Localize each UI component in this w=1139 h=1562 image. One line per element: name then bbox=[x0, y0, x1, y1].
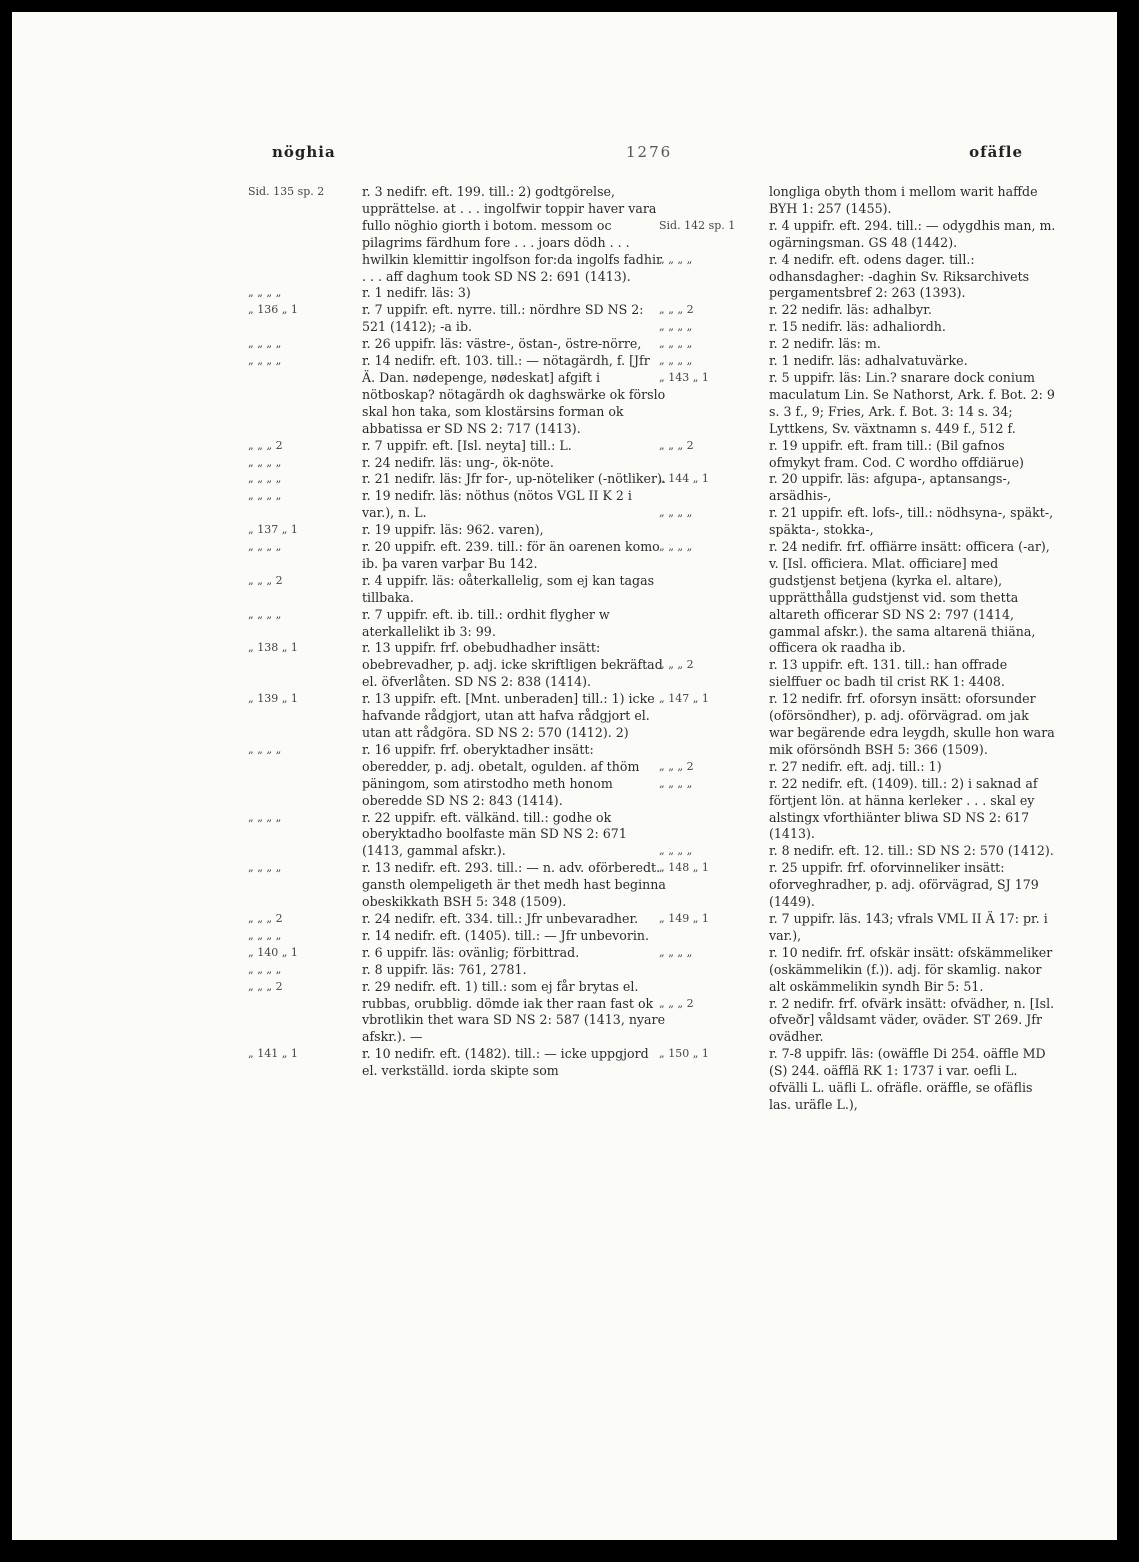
entry-text: r. 6 uppifr. läs: ovänlig; förbittrad. bbox=[362, 944, 580, 960]
entry-text: r. 3 nedifr. eft. 199. till.: 2) godtgörelse, upprättelse. at . . . ingolfwir toppir haver vara fullo nöghio giorth i botom. messom oc pilagrims färdhum fore . . . joars dödh . . . hwilkin klemittir ingolfson for:da ingolfs fadhir . . . aff daghum took SD NS 2: 691 (1413). bbox=[362, 184, 663, 284]
entry-text: r. 1 nedifr. läs: 3) bbox=[362, 285, 471, 301]
correction-entry bbox=[248, 945, 666, 962]
correction-entry bbox=[659, 539, 1057, 657]
correction-entry bbox=[659, 184, 1057, 218]
entry-reference: „ 149 „ 1 bbox=[659, 911, 709, 925]
correction-entry bbox=[248, 285, 666, 302]
entry-reference: „ 137 „ 1 bbox=[248, 523, 298, 537]
entry-reference: „ „ „ „ bbox=[248, 861, 282, 875]
entry-text: r. 27 nedifr. eft. adj. till.: 1) bbox=[769, 758, 942, 774]
correction-entry bbox=[248, 640, 666, 691]
entry-reference: „ „ „ 2 bbox=[659, 658, 694, 672]
entry-reference: „ „ „ 2 bbox=[659, 759, 694, 773]
entry-text: r. 24 nedifr. eft. 334. till.: Jfr unbevaradher. bbox=[362, 910, 639, 926]
correction-entry bbox=[659, 1046, 1057, 1114]
correction-entry bbox=[659, 657, 1057, 691]
entry-reference: „ „ „ „ bbox=[659, 844, 693, 858]
entry-reference: „ „ „ „ bbox=[248, 928, 282, 942]
entry-text: r. 13 uppifr. eft. [Mnt. unberaden] till.: 1) icke hafvande rådgjort, utan att hafva rådgjort el. utan att rådgöra. SD NS 2: 570 (1412). 2) bbox=[362, 691, 655, 740]
entry-reference: „ „ „ „ bbox=[659, 945, 693, 959]
entry-text: r. 10 nedifr. frf. ofskär insätt: ofskämmeliker (oskämmelikin (f.)). adj. för skamlig. nakor alt oskämmelikin syndh Bir 5: 51. bbox=[769, 944, 1053, 994]
correction-entry bbox=[659, 776, 1057, 844]
entry-text: r. 2 nedifr. läs: m. bbox=[769, 336, 881, 352]
entry-reference: „ „ „ „ bbox=[248, 489, 282, 503]
entry-reference: „ „ „ „ bbox=[248, 354, 282, 368]
entry-reference: „ „ „ 2 bbox=[659, 303, 694, 317]
entry-text: r. 7 uppifr. eft. [Isl. neyta] till.: L. bbox=[362, 437, 572, 453]
entry-text: r. 14 nedifr. eft. (1405). till.: — Jfr unbevorin. bbox=[362, 927, 650, 943]
entry-text: r. 13 uppifr. frf. obebudhadher insätt: obebrevadher, p. adj. icke skriftligen bekräftad el. öfverlåten. SD NS 2: 838 (1414). bbox=[362, 640, 663, 690]
entry-reference: „ „ „ „ bbox=[248, 455, 282, 469]
entry-text: r. 26 uppifr. läs: västre-, östan-, östre-nörre, bbox=[362, 336, 642, 352]
entry-text: r. 5 uppifr. läs: Lin.? snarare dock conium maculatum Lin. Se Nathorst, Ark. f. Bot. 2: 9 s. 3 f., 9; Fries, Ark. f. Bot. 3: 14 s. 34; Lyttkens, Sv. växtnamn s. 449 f., 512 f. bbox=[769, 369, 1055, 436]
entry-text: r. 12 nedifr. frf. oforsyn insätt: oforsunder (oförsöndher), p. adj. oförvägrad. om jak war begärende edra leygdh, skulle hon wara mik oförsöndh BSH 5: 366 (1509). bbox=[769, 691, 1055, 757]
entry-reference: „ „ „ „ bbox=[248, 962, 282, 976]
correction-entry bbox=[659, 843, 1057, 860]
correction-entry bbox=[248, 911, 666, 928]
entry-reference: „ 138 „ 1 bbox=[248, 641, 298, 655]
entry-reference: Sid. 142 sp. 1 bbox=[659, 218, 736, 232]
entry-reference: „ „ „ „ bbox=[659, 776, 693, 790]
correction-entry bbox=[248, 979, 666, 1047]
entry-text: r. 2 nedifr. frf. ofvärk insätt: ofvädher, n. [Isl. ofveðr] våldsamt väder, oväder. ST 269. Jfr ovädher. bbox=[769, 995, 1055, 1045]
correction-entry bbox=[248, 539, 666, 573]
correction-entry bbox=[659, 945, 1057, 996]
entry-reference: „ „ „ „ bbox=[659, 320, 693, 334]
entry-reference: „ „ „ „ bbox=[248, 810, 282, 824]
entry-text: r. 20 uppifr. eft. 239. till.: för än oarenen komo ib. þa varen varþar Bu 142. bbox=[362, 539, 660, 571]
correction-entry bbox=[248, 962, 666, 979]
correction-entry bbox=[659, 336, 1057, 353]
entry-text: r. 24 nedifr. frf. offiärre insätt: officera (-ar), v. [Isl. officiera. Mlat. officiare] med gudstjenst betjena (kyrka el. altare), upprätthålla gudstjenst vid. som thetta altareth officerar SD NS 2: 797 (1414, gammal afskr.). the sama altarenä thiäna, officera ok raadha ib. bbox=[769, 539, 1050, 656]
entry-text: r. 24 nedifr. läs: ung-, ök-nöte. bbox=[362, 454, 554, 470]
entry-text: r. 7 uppifr. eft. nyrre. till.: nördhre SD NS 2: 521 (1412); -a ib. bbox=[362, 302, 644, 335]
left-column bbox=[248, 184, 666, 1080]
entry-text: r. 16 uppifr. frf. oberyktadher insätt: oberedder, p. adj. obetalt, ogulden. af thöm päningom, som atirstodho meth honom oberedde SD NS 2: 843 (1414). bbox=[362, 741, 640, 808]
correction-entry bbox=[248, 522, 666, 539]
right-column bbox=[659, 184, 1057, 1114]
entry-text: r. 8 uppifr. läs: 761, 2781. bbox=[362, 961, 527, 977]
entry-text: r. 25 uppifr. frf. oforvinneliker insätt: oforveghradher, p. adj. oförvägrad, SJ 179 (1449). bbox=[769, 860, 1039, 910]
correction-entry bbox=[659, 252, 1057, 303]
entry-reference: „ „ „ „ bbox=[248, 540, 282, 554]
correction-entry bbox=[248, 336, 666, 353]
correction-entry bbox=[248, 607, 666, 641]
correction-entry bbox=[248, 438, 666, 455]
correction-entry bbox=[659, 505, 1057, 539]
entry-text: r. 20 uppifr. läs: afgupa-, aptansangs-, arsädhis-, bbox=[769, 471, 1011, 504]
entry-reference: „ „ „ „ bbox=[248, 286, 282, 300]
correction-entry bbox=[659, 353, 1057, 370]
correction-entry bbox=[248, 184, 666, 285]
running-head-left: nöghia bbox=[272, 143, 336, 161]
entry-text: r. 13 nedifr. eft. 293. till.: — n. adv. oförberedt. gansth olempeligeth är thet medh hast beginna obeskikkath BSH 5: 348 (1509). bbox=[362, 860, 666, 910]
entry-text: r. 14 nedifr. eft. 103. till.: — nötagärdh, f. [Jfr Ä. Dan. nødepenge, nødeskat] afgift i nötboskap? nötagärdh ok daghswärke ok förslo skal hon taka, som klostärsins forman ok abbatissa er SD NS 2: 717 (1413). bbox=[362, 353, 666, 436]
entry-text: r. 4 uppifr. läs: oåterkallelig, som ej kan tagas tillbaka. bbox=[362, 572, 655, 605]
entry-reference: „ 150 „ 1 bbox=[659, 1047, 709, 1061]
correction-entry bbox=[248, 573, 666, 607]
entry-reference: „ „ „ „ bbox=[248, 337, 282, 351]
entry-text: r. 7 uppifr. eft. ib. till.: ordhit flygher w aterkallelikt ib 3: 99. bbox=[362, 606, 610, 639]
correction-entry bbox=[659, 319, 1057, 336]
correction-entry bbox=[659, 860, 1057, 911]
entry-reference: „ 148 „ 1 bbox=[659, 861, 709, 875]
entry-reference: „ „ „ 2 bbox=[248, 979, 283, 993]
entry-reference: „ 143 „ 1 bbox=[659, 370, 709, 384]
correction-entry bbox=[659, 302, 1057, 319]
entry-reference: „ 136 „ 1 bbox=[248, 303, 298, 317]
entry-reference: „ 144 „ 1 bbox=[659, 472, 709, 486]
correction-entry bbox=[248, 471, 666, 488]
entry-reference: „ „ „ 2 bbox=[659, 996, 694, 1010]
correction-entry bbox=[248, 1046, 666, 1080]
entry-reference: „ „ „ 2 bbox=[248, 438, 283, 452]
entry-text: r. 4 nedifr. eft. odens dager. till.: odhansdagher: -daghin Sv. Riksarchivets pergamentsbref 2: 263 (1393). bbox=[769, 251, 1030, 301]
entry-reference: „ „ „ „ bbox=[659, 506, 693, 520]
entry-text: r. 7-8 uppifr. läs: (owäffle Di 254. oäffle MD (S) 244. oäfflä RK 1: 1737 i var. oefli L. ofvälli L. uäfli L. ofräfle. oräffle, se ofäflis las. uräfle L.), bbox=[769, 1046, 1046, 1112]
entry-text: r. 29 nedifr. eft. 1) till.: som ej får brytas el. rubbas, orubblig. dömde iak ther raan fast ok vbrotlikin thet wara SD NS 2: 587 (1413, nyare afskr.). — bbox=[362, 978, 666, 1045]
entry-text: r. 13 uppifr. eft. 131. till.: han offrade sielffuer oc badh til crist RK 1: 4408. bbox=[769, 657, 1008, 690]
entry-text: r. 10 nedifr. eft. (1482). till.: — icke uppgjord el. verkställd. iorda skipte som bbox=[362, 1046, 649, 1079]
entry-text: r. 21 nedifr. läs: Jfr for-, up-nöteliker (-nötliker). bbox=[362, 471, 666, 487]
correction-entry bbox=[248, 928, 666, 945]
entry-text: r. 4 uppifr. eft. 294. till.: — odygdhis man, m. ogärningsman. GS 48 (1442). bbox=[769, 217, 1056, 250]
correction-entry bbox=[659, 438, 1057, 472]
correction-entry bbox=[659, 218, 1057, 252]
entry-reference: „ „ „ „ bbox=[659, 540, 693, 554]
entry-text: r. 15 nedifr. läs: adhaliordh. bbox=[769, 319, 946, 335]
entry-text: r. 8 nedifr. eft. 12. till.: SD NS 2: 570 (1412). bbox=[769, 843, 1054, 859]
correction-entry bbox=[659, 911, 1057, 945]
correction-entry bbox=[248, 691, 666, 742]
entry-text: longliga obyth thom i mellom warit haffde BYH 1: 257 (1455). bbox=[769, 184, 1038, 216]
entry-reference: „ „ „ „ bbox=[248, 607, 282, 621]
entry-reference: „ „ „ 2 bbox=[659, 438, 694, 452]
entry-text: r. 22 nedifr. eft. (1409). till.: 2) i saknad af förtjent lön. at hänna kerleker . . . skal ey alstingx vforthiänter bliwa SD NS 2: 617 (1413). bbox=[769, 775, 1038, 842]
entry-reference: „ „ „ 2 bbox=[248, 573, 283, 587]
entry-reference: „ „ „ „ bbox=[659, 354, 693, 368]
correction-entry bbox=[248, 860, 666, 911]
correction-entry bbox=[248, 488, 666, 522]
entry-text: r. 21 uppifr. eft. lofs-, till.: nödhsyna-, späkt-, späkta-, stokka-, bbox=[769, 505, 1054, 538]
correction-entry bbox=[248, 353, 666, 438]
entry-reference: „ „ „ „ bbox=[659, 252, 693, 266]
correction-entry bbox=[248, 810, 666, 861]
correction-entry bbox=[659, 370, 1057, 438]
entry-text: r. 7 uppifr. läs. 143; vfrals VML II Ä 17: pr. i var.), bbox=[769, 910, 1048, 943]
entry-text: r. 1 nedifr. läs: adhalvatuvärke. bbox=[769, 353, 968, 369]
entry-reference: „ „ „ „ bbox=[248, 472, 282, 486]
entry-text: r. 19 uppifr. läs: 962. varen), bbox=[362, 522, 544, 538]
document-page bbox=[12, 12, 1117, 1540]
correction-entry bbox=[248, 455, 666, 472]
entry-reference: „ „ „ „ bbox=[659, 337, 693, 351]
entry-text: r. 22 uppifr. eft. välkänd. till.: godhe ok oberyktadho boolfaste män SD NS 2: 671 (1413, gammal afskr.). bbox=[362, 809, 627, 859]
correction-entry bbox=[248, 302, 666, 336]
entry-text: r. 19 uppifr. eft. fram till.: (Bil gafnos ofmykyt fram. Cod. C wordho offdiärue) bbox=[769, 437, 1024, 470]
running-head-right: ofäfle bbox=[969, 143, 1023, 161]
entry-reference: „ 140 „ 1 bbox=[248, 945, 298, 959]
correction-entry bbox=[659, 996, 1057, 1047]
entry-reference: „ „ „ 2 bbox=[248, 911, 283, 925]
correction-entry bbox=[248, 742, 666, 810]
correction-entry bbox=[659, 691, 1057, 759]
entry-text: r. 19 nedifr. läs: nöthus (nötos VGL II K 2 i var.), n. L. bbox=[362, 488, 632, 521]
entry-reference: „ „ „ „ bbox=[248, 742, 282, 756]
entry-reference: Sid. 135 sp. 2 bbox=[248, 185, 325, 198]
page-number: 1276 bbox=[626, 143, 673, 161]
correction-entry bbox=[659, 471, 1057, 505]
entry-reference: „ 141 „ 1 bbox=[248, 1047, 298, 1061]
entry-reference: „ 139 „ 1 bbox=[248, 692, 298, 706]
entry-reference: „ 147 „ 1 bbox=[659, 692, 709, 706]
entry-text: r. 22 nedifr. läs: adhalbyr. bbox=[769, 302, 932, 318]
correction-entry bbox=[659, 759, 1057, 776]
